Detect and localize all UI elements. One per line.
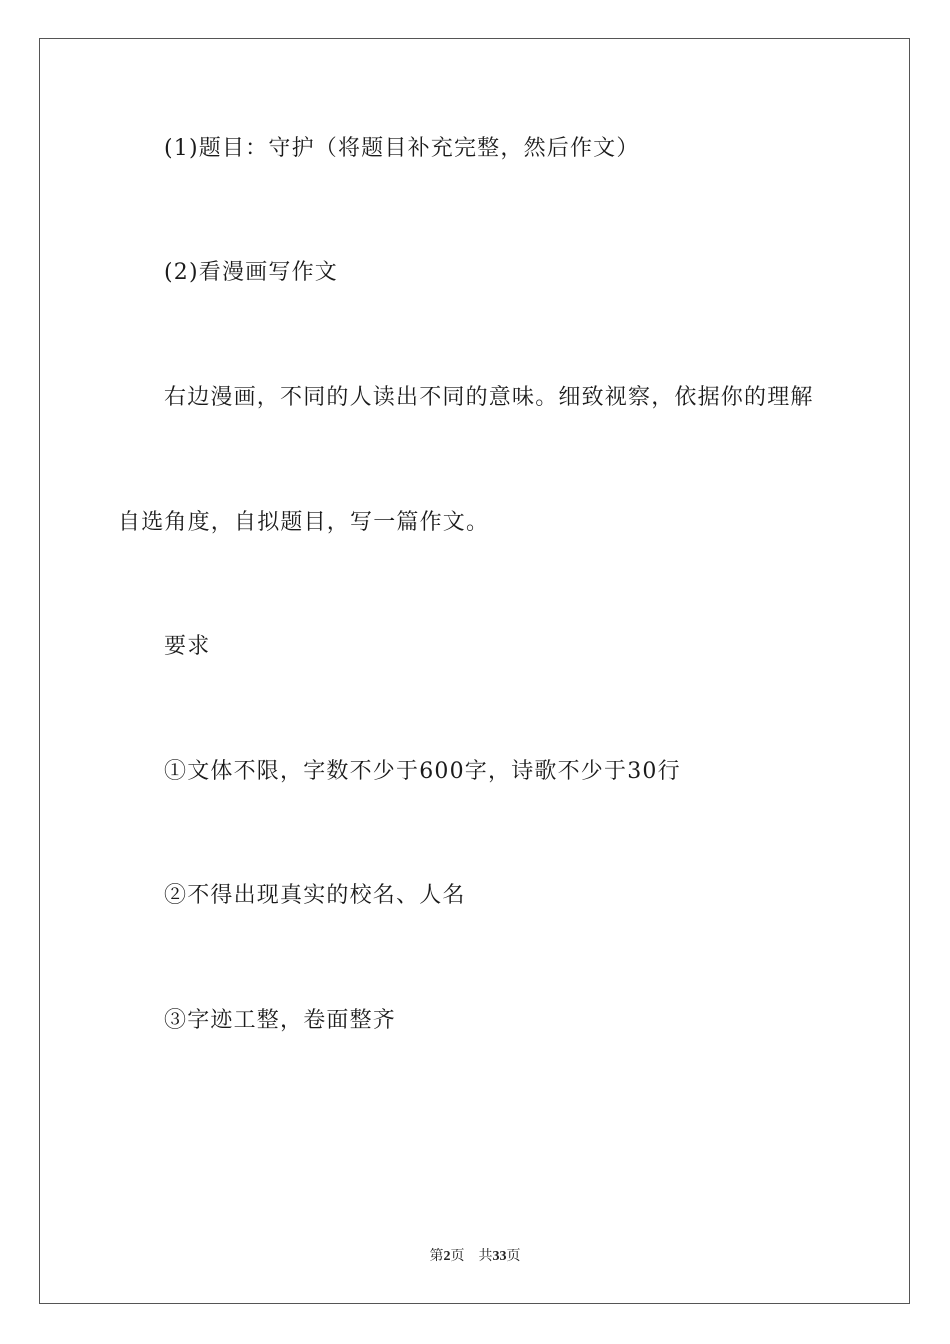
footer-total-suffix: 页 <box>506 1249 521 1264</box>
paragraph-topic-1: (1)题目：守护（将题目补充完整，然后作文） <box>164 136 640 161</box>
requirements-heading: 要求 <box>164 634 211 659</box>
paragraph-instruction-line-2: 自选角度，自拟题目，写一篇作文。 <box>118 510 490 535</box>
requirement-item-1: ①文体不限，字数不少于600字，诗歌不少于30行 <box>164 759 681 784</box>
footer-page-number: 2 <box>443 1249 451 1264</box>
requirement-item-3: ③字迹工整，卷面整齐 <box>164 1008 397 1033</box>
paragraph-topic-2: (2)看漫画写作文 <box>164 260 338 285</box>
requirement-item-2: ②不得出现真实的校名、人名 <box>164 883 466 908</box>
footer-total-prefix: 共 <box>478 1249 493 1264</box>
footer-page-suffix: 页 <box>450 1249 465 1264</box>
footer-page-prefix: 第 <box>429 1249 444 1264</box>
footer-total-pages: 33 <box>492 1249 507 1264</box>
page-border <box>39 38 910 1304</box>
page-footer <box>0 1247 950 1267</box>
paragraph-instruction-line-1: 右边漫画，不同的人读出不同的意味。细致视察，依据你的理解 <box>164 385 814 410</box>
